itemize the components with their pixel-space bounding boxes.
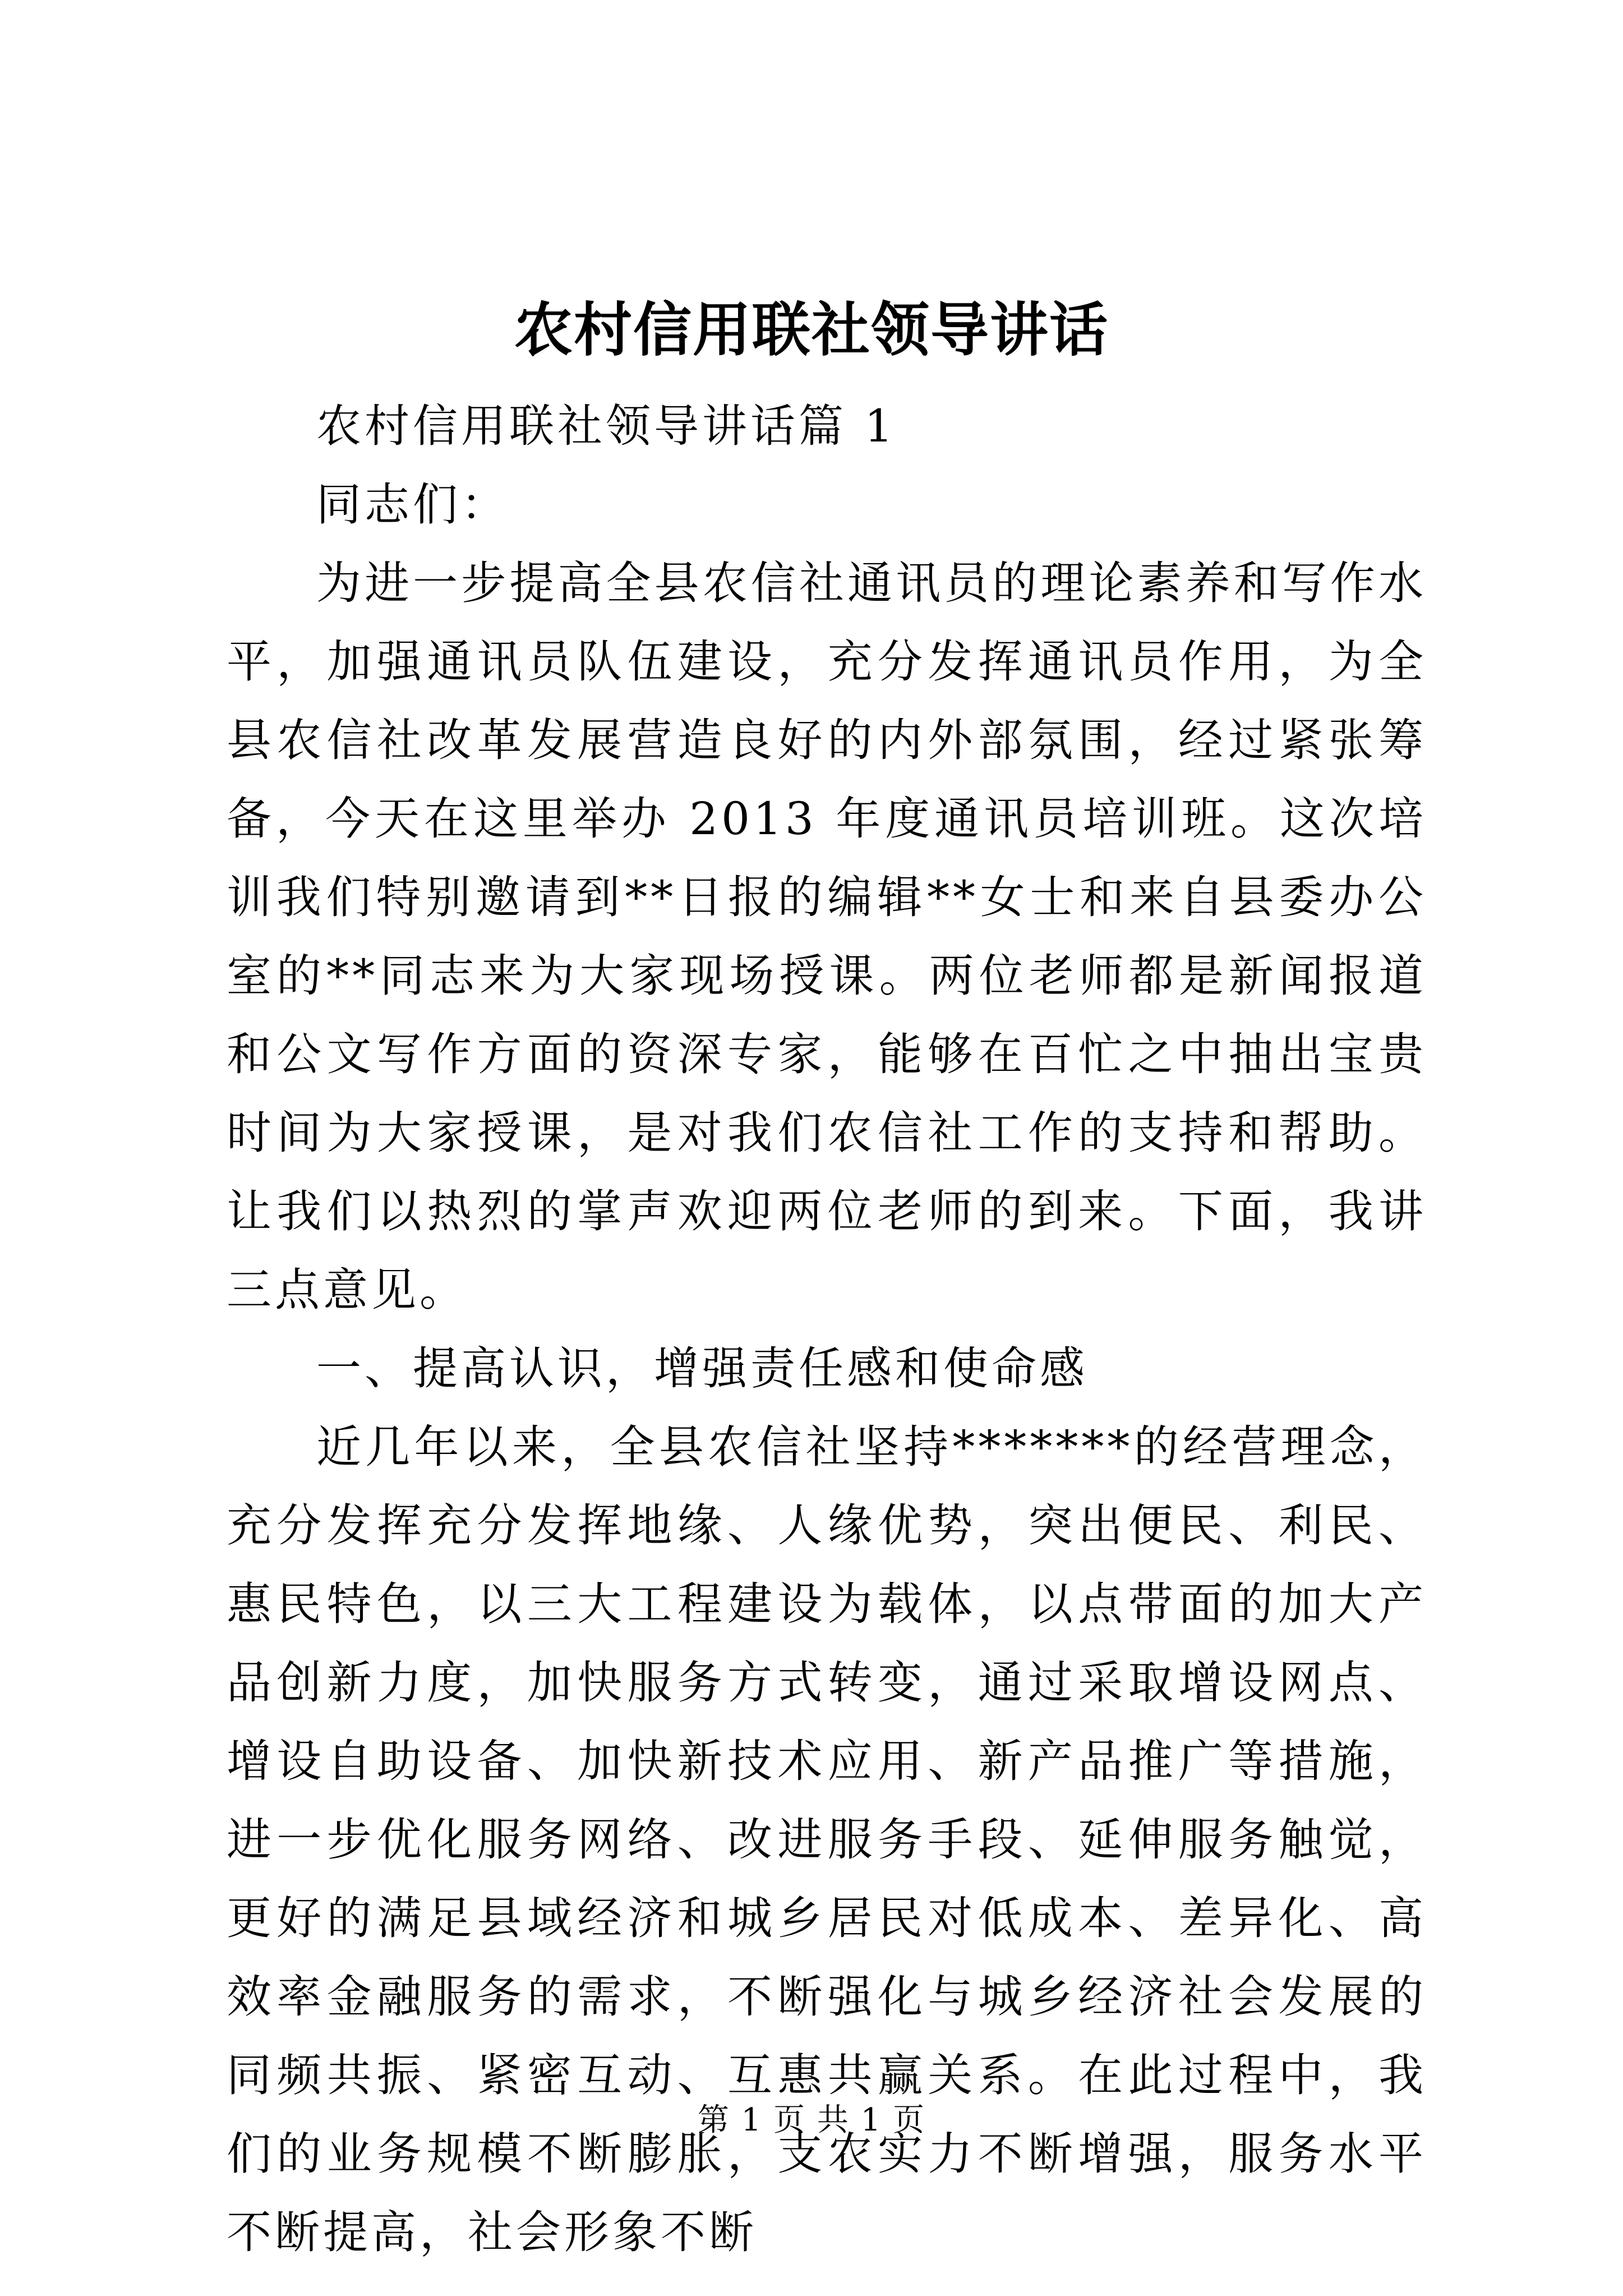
section-heading: 一、提高认识，增强责任感和使命感: [316, 1342, 1088, 1395]
salutation: 同志们：: [316, 478, 509, 531]
document-body: [227, 387, 1427, 2272]
paragraph: 为进一步提高全县农信社通讯员的理论素养和写作水平，加强通讯员队伍建设，充分发挥通讯员作用，为全县农信社改革发展营造良好的内外部氛围，经过紧张筹备，今天在这里举办 2013 年度通讯员培训班。这次培训我们特别邀请到**日报的编辑**女士和来自县委办公室的**同志来为大家现场授课。两位老师都是新闻报道和公文写作方面的资深专家，能够在百忙之中抽出宝贵时间为大家授课，是对我们农信社工作的支持和帮助。让我们以热烈的掌声欢迎两位老师的到来。下面，我讲三点意见。: [227, 557, 1427, 1316]
document-subtitle: 农村信用联社领导讲话篇 1: [316, 400, 897, 452]
paragraph: 近几年以来，全县农信社坚持*******的经营理念，充分发挥充分发挥地缘、人缘优势，突出便民、利民、惠民特色，以三大工程建设为载体，以点带面的加大产品创新力度，加快服务方式转变，通过采取增设网点、增设自助设备、加快新技术应用、新产品推广等措施，进一步优化服务网络、改进服务手段、延伸服务触觉，更好的满足县域经济和城乡居民对低成本、差异化、高效率金融服务的需求，不断强化与城乡经济社会发展的同频共振、紧密互动、互惠共赢关系。在此过程中，我们的业务规模不断膨胀，支农实力不断增强，服务水平不断提高，社会形象不断: [227, 1421, 1427, 2258]
document-title: 农村信用联社领导讲话: [514, 295, 1109, 364]
page-footer: 第 1 页 共 1 页: [697, 2102, 926, 2138]
